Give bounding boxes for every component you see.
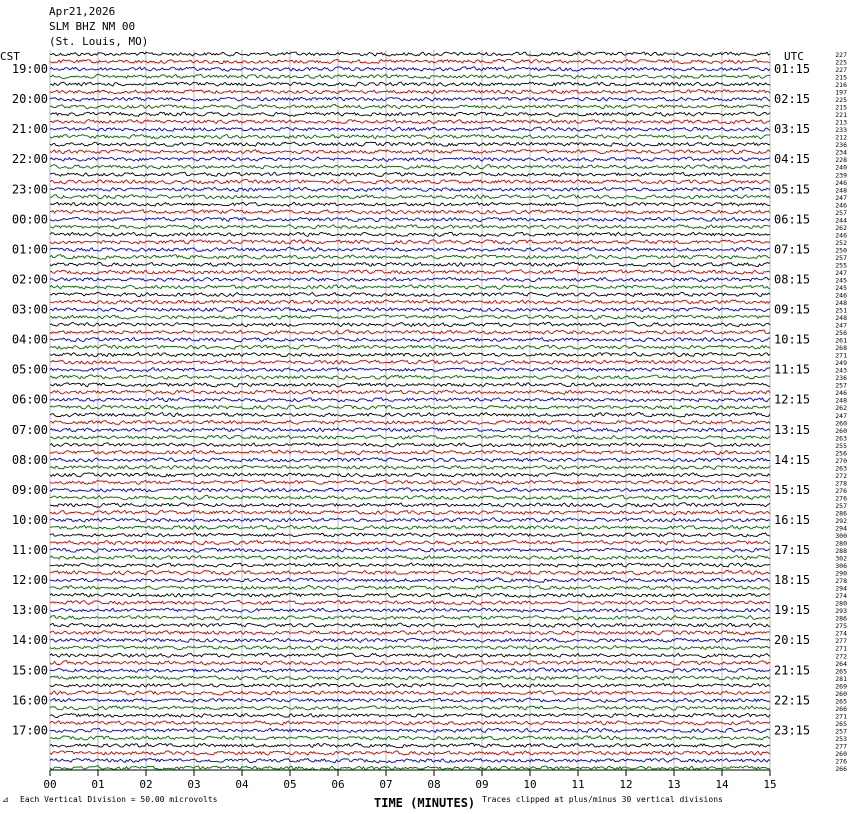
seismic-trace <box>50 195 770 199</box>
seismic-trace <box>50 638 770 642</box>
trace-rms-label: 247 <box>835 193 847 202</box>
trace-rms-label: 215 <box>835 73 847 82</box>
trace-rms-label: 294 <box>835 584 847 593</box>
seismic-trace <box>50 127 770 131</box>
seismic-trace <box>50 187 770 191</box>
trace-rms-label: 256 <box>835 449 847 458</box>
utc-hour-label: 19:15 <box>774 603 811 618</box>
seismic-trace <box>50 435 770 439</box>
seismic-trace <box>50 488 770 492</box>
trace-rms-label: 216 <box>835 81 847 90</box>
seismic-trace <box>50 165 770 169</box>
trace-rms-label: 263 <box>835 464 847 473</box>
seismic-trace <box>50 262 770 266</box>
trace-rms-label: 197 <box>835 88 847 97</box>
seismic-trace <box>50 67 770 71</box>
utc-hour-label: 04:15 <box>774 152 811 167</box>
seismic-trace <box>50 766 770 770</box>
seismic-trace <box>50 97 770 101</box>
seismic-trace <box>50 578 770 583</box>
seismic-trace <box>50 52 770 56</box>
seismic-trace <box>50 631 770 635</box>
utc-hour-label: 02:15 <box>774 92 811 107</box>
seismic-trace <box>50 706 770 710</box>
trace-rms-label: 244 <box>835 216 847 225</box>
seismic-trace <box>50 743 770 748</box>
seismic-trace <box>50 232 770 236</box>
seismic-trace <box>50 728 770 732</box>
trace-rms-label: 281 <box>835 674 847 683</box>
seismic-trace <box>50 541 770 545</box>
seismic-trace <box>50 360 770 364</box>
seismic-trace <box>50 172 770 176</box>
seismic-trace <box>50 157 770 161</box>
cst-hour-label: 12:00 <box>11 573 48 588</box>
x-tick-label: 05 <box>283 778 297 791</box>
seismic-trace <box>50 338 770 342</box>
seismic-trace <box>50 368 770 372</box>
trace-rms-label: 257 <box>835 208 847 217</box>
seismic-trace <box>50 503 770 508</box>
seismic-trace <box>50 721 770 725</box>
seismic-trace <box>50 600 770 604</box>
trace-rms-label: 306 <box>835 562 847 571</box>
cst-hour-label: 09:00 <box>11 482 48 497</box>
trace-rms-label: 288 <box>835 547 847 555</box>
trace-rms-label: 261 <box>835 336 847 345</box>
seismic-trace <box>50 255 770 260</box>
trace-rms-label: 248 <box>835 299 847 307</box>
seismic-trace <box>50 593 770 597</box>
trace-rms-label: 255 <box>835 441 847 450</box>
utc-hour-label: 06:15 <box>774 212 811 227</box>
ucsb-logo-icon: ⊿ <box>2 795 9 804</box>
utc-hour-label: 05:15 <box>774 182 811 197</box>
seismic-trace <box>50 105 770 109</box>
trace-rms-label: 271 <box>835 351 847 360</box>
x-tick-label: 06 <box>331 778 345 791</box>
trace-rms-label: 247 <box>835 411 847 420</box>
utc-hour-label: 08:15 <box>774 272 811 287</box>
x-tick-label: 04 <box>235 778 249 791</box>
seismic-trace <box>50 202 770 206</box>
trace-rms-label: 251 <box>835 306 847 315</box>
cst-hour-label: 22:00 <box>11 152 48 167</box>
utc-hour-label: 07:15 <box>774 242 811 257</box>
seismic-trace <box>50 247 770 251</box>
seismic-trace <box>50 563 770 567</box>
seismic-trace <box>50 225 770 229</box>
seismic-trace <box>50 698 770 702</box>
seismic-trace <box>50 82 770 86</box>
trace-rms-label: 277 <box>835 742 847 751</box>
seismic-trace <box>50 405 770 409</box>
seismic-trace <box>50 135 770 139</box>
scale-note: Each Vertical Division = 50.00 microvolts <box>20 795 218 804</box>
seismic-trace <box>50 758 770 762</box>
utc-hour-label: 22:15 <box>774 693 811 708</box>
x-tick-label: 03 <box>187 778 201 791</box>
seismic-trace <box>50 548 770 552</box>
trace-rms-label: 236 <box>835 374 847 383</box>
cst-hour-label: 16:00 <box>11 693 48 708</box>
utc-hour-label: 11:15 <box>774 362 811 377</box>
cst-hour-label: 01:00 <box>11 242 48 257</box>
trace-rms-label: 300 <box>835 532 847 540</box>
seismic-trace <box>50 90 770 94</box>
cst-hour-label: 07:00 <box>11 422 48 437</box>
trace-rms-label: 266 <box>835 704 847 713</box>
cst-hour-label: 17:00 <box>11 723 48 738</box>
seismic-trace <box>50 390 770 394</box>
trace-rms-label: 263 <box>835 434 847 443</box>
seismic-trace <box>50 300 770 304</box>
seismic-trace <box>50 668 770 673</box>
seismic-trace <box>50 150 770 154</box>
trace-rms-label: 215 <box>835 103 847 112</box>
seismic-trace <box>50 473 770 477</box>
trace-rms-label: 257 <box>835 501 847 510</box>
trace-rms-label: 268 <box>835 344 847 353</box>
trace-rms-label: 246 <box>835 291 847 300</box>
trace-rms-label: 212 <box>835 133 847 142</box>
seismic-trace <box>50 270 770 275</box>
trace-rms-label: 252 <box>835 238 847 247</box>
trace-rms-label: 278 <box>835 577 847 586</box>
seismic-trace <box>50 74 770 78</box>
trace-rms-label: 228 <box>835 156 847 165</box>
location-label: (St. Louis, MO) <box>49 35 149 48</box>
seismic-trace <box>50 59 770 63</box>
seismic-trace <box>50 428 770 432</box>
cst-hour-label: 02:00 <box>11 272 48 287</box>
x-tick-label: 09 <box>475 778 489 791</box>
seismic-trace <box>50 179 770 184</box>
trace-rms-label: 280 <box>835 599 847 608</box>
trace-rms-label: 248 <box>835 186 847 195</box>
seismic-trace <box>50 646 770 650</box>
seismic-trace <box>50 518 770 522</box>
trace-rms-label: 277 <box>835 637 847 646</box>
trace-rms-label: 248 <box>835 396 847 405</box>
utc-hour-label: 15:15 <box>774 482 811 497</box>
seismic-trace <box>50 661 770 666</box>
utc-hour-label: 12:15 <box>774 392 811 407</box>
seismic-trace <box>50 570 770 574</box>
seismic-trace <box>50 112 770 116</box>
x-tick-label: 13 <box>667 778 681 791</box>
trace-rms-label: 257 <box>835 253 847 262</box>
trace-rms-label: 233 <box>835 126 847 135</box>
cst-hour-label: 06:00 <box>11 392 48 407</box>
trace-rms-label: 257 <box>835 727 847 736</box>
trace-rms-label: 271 <box>835 712 847 721</box>
seismic-trace <box>50 533 770 537</box>
trace-rms-label: 274 <box>835 629 847 638</box>
right-axis-title: UTC <box>784 50 804 63</box>
seismic-trace <box>50 330 770 335</box>
trace-rms-label: 213 <box>835 118 847 127</box>
seismic-trace <box>50 458 770 462</box>
seismic-trace <box>50 383 770 387</box>
trace-rms-label: 246 <box>835 231 847 240</box>
trace-rms-label: 221 <box>835 111 847 120</box>
cst-hour-label: 00:00 <box>11 212 48 227</box>
trace-rms-label: 248 <box>835 314 847 323</box>
trace-rms-label: 292 <box>835 517 847 525</box>
trace-rms-label: 245 <box>835 276 847 285</box>
seismic-trace <box>50 450 770 454</box>
seismic-trace <box>50 293 770 297</box>
seismic-trace <box>50 510 770 514</box>
cst-hour-label: 14:00 <box>11 633 48 648</box>
utc-hour-label: 21:15 <box>774 663 811 678</box>
trace-rms-label: 234 <box>835 148 847 157</box>
trace-rms-label: 272 <box>835 652 847 661</box>
trace-rms-label: 293 <box>835 607 847 616</box>
x-tick-label: 00 <box>43 778 57 791</box>
trace-rms-label: 260 <box>835 426 847 435</box>
seismic-trace <box>50 480 770 484</box>
cst-hour-label: 04:00 <box>11 332 48 347</box>
seismic-trace <box>50 713 770 717</box>
trace-rms-label: 260 <box>835 419 847 428</box>
trace-rms-label: 239 <box>835 171 847 180</box>
seismic-trace <box>50 751 770 755</box>
cst-hour-label: 13:00 <box>11 603 48 618</box>
utc-hour-label: 09:15 <box>774 302 811 317</box>
trace-rms-label: 256 <box>835 329 847 338</box>
trace-rms-label: 240 <box>835 163 847 172</box>
trace-rms-label: 266 <box>835 765 847 773</box>
seismic-trace <box>50 120 770 124</box>
cst-hour-label: 23:00 <box>11 182 48 197</box>
trace-rms-label: 227 <box>835 51 847 59</box>
seismic-trace <box>50 278 770 282</box>
trace-rms-label: 286 <box>835 614 847 623</box>
trace-rms-label: 253 <box>835 734 847 743</box>
trace-rms-label: 274 <box>835 592 847 601</box>
cst-hour-label: 03:00 <box>11 302 48 317</box>
trace-rms-label: 265 <box>835 719 847 728</box>
trace-rms-label: 280 <box>835 539 847 548</box>
seismic-trace <box>50 308 770 312</box>
seismic-trace <box>50 315 770 319</box>
trace-rms-label: 247 <box>835 269 847 277</box>
seismic-trace <box>50 323 770 327</box>
seismic-trace <box>50 691 770 695</box>
x-tick-label: 10 <box>523 778 537 791</box>
utc-hour-label: 17:15 <box>774 543 811 557</box>
seismic-trace <box>50 465 770 469</box>
x-tick-label: 08 <box>427 778 441 791</box>
x-tick-label: 02 <box>139 778 153 791</box>
trace-rms-label: 276 <box>835 757 847 766</box>
trace-rms-label: 260 <box>835 689 847 698</box>
trace-rms-label: 245 <box>835 284 847 292</box>
seismic-trace <box>50 240 770 244</box>
trace-rms-label: 276 <box>835 486 847 495</box>
seismic-trace <box>50 420 770 424</box>
cst-hour-label: 21:00 <box>11 122 48 137</box>
seismic-trace <box>50 653 770 657</box>
seismic-trace <box>50 413 770 418</box>
seismic-trace <box>50 375 770 379</box>
trace-rms-label: 264 <box>835 659 847 668</box>
x-tick-label: 01 <box>91 778 105 791</box>
trace-rms-label: 262 <box>835 404 847 413</box>
seismic-trace <box>50 623 770 627</box>
trace-rms-label: 247 <box>835 321 847 330</box>
trace-rms-label: 225 <box>835 96 847 105</box>
seismic-trace <box>50 398 770 402</box>
trace-rms-label: 286 <box>835 509 847 518</box>
cst-hour-label: 10:00 <box>11 513 48 527</box>
trace-rms-label: 278 <box>835 479 847 488</box>
seismic-trace <box>50 525 770 529</box>
x-tick-label: 15 <box>763 778 777 791</box>
trace-rms-label: 246 <box>835 178 847 187</box>
cst-hour-label: 15:00 <box>11 663 48 678</box>
trace-rms-label: 265 <box>835 697 847 706</box>
trace-rms-label: 275 <box>835 622 847 631</box>
utc-hour-label: 13:15 <box>774 422 811 437</box>
trace-rms-label: 250 <box>835 246 847 255</box>
utc-hour-label: 03:15 <box>774 122 811 137</box>
seismic-trace <box>50 443 770 447</box>
cst-hour-label: 19:00 <box>11 62 48 76</box>
trace-rms-label: 290 <box>835 569 847 578</box>
trace-rms-label: 257 <box>835 381 847 390</box>
seismic-trace <box>50 217 770 221</box>
trace-rms-label: 294 <box>835 524 847 533</box>
seismic-trace <box>50 345 770 349</box>
seismic-trace <box>50 142 770 146</box>
trace-rms-label: 271 <box>835 644 847 653</box>
seismic-trace <box>50 736 770 740</box>
x-tick-label: 14 <box>715 778 729 791</box>
trace-rms-label: 225 <box>835 58 847 67</box>
trace-rms-label: 246 <box>835 201 847 210</box>
trace-rms-label: 243 <box>835 366 847 375</box>
left-axis-title: CST <box>0 50 20 63</box>
date-label: Apr21,2026 <box>49 5 116 18</box>
utc-hour-label: 01:15 <box>774 62 811 76</box>
cst-hour-label: 05:00 <box>11 362 48 377</box>
trace-rms-label: 246 <box>835 389 847 398</box>
trace-rms-label: 272 <box>835 471 847 480</box>
seismic-trace <box>50 676 770 680</box>
seismic-trace <box>50 683 770 687</box>
cst-hour-label: 11:00 <box>11 543 48 557</box>
x-tick-label: 12 <box>619 778 633 791</box>
trace-rms-label: 262 <box>835 223 847 232</box>
cst-hour-label: 08:00 <box>11 452 48 467</box>
x-tick-label: 07 <box>379 778 393 791</box>
x-axis-title: TIME (MINUTES) <box>374 796 476 810</box>
seismic-trace <box>50 285 770 289</box>
trace-rms-label: 236 <box>835 141 847 150</box>
x-tick-label: 11 <box>571 778 585 791</box>
station-label: SLM BHZ NM 00 <box>49 20 136 33</box>
trace-rms-label: 227 <box>835 66 847 74</box>
trace-rms-label: 302 <box>835 554 847 563</box>
trace-rms-label: 260 <box>835 750 847 758</box>
utc-hour-label: 14:15 <box>774 452 811 467</box>
utc-hour-label: 18:15 <box>774 573 811 588</box>
utc-hour-label: 16:15 <box>774 513 811 527</box>
trace-rms-label: 270 <box>835 456 847 465</box>
seismic-trace <box>50 555 770 559</box>
seismic-trace <box>50 210 770 214</box>
seismic-trace <box>50 616 770 620</box>
seismic-trace <box>50 608 770 612</box>
seismic-trace <box>50 495 770 499</box>
trace-rms-label: 255 <box>835 261 847 270</box>
seismic-trace <box>50 586 770 590</box>
trace-rms-label: 269 <box>835 682 847 691</box>
trace-rms-label: 276 <box>835 494 847 503</box>
utc-hour-label: 20:15 <box>774 633 811 648</box>
seismic-trace <box>50 353 770 357</box>
utc-hour-label: 23:15 <box>774 723 811 738</box>
utc-hour-label: 10:15 <box>774 332 811 347</box>
trace-rms-label: 249 <box>835 359 847 368</box>
clip-note: Traces clipped at plus/minus 30 vertical divisions <box>482 795 723 804</box>
cst-hour-label: 20:00 <box>11 92 48 107</box>
trace-rms-label: 265 <box>835 667 847 676</box>
